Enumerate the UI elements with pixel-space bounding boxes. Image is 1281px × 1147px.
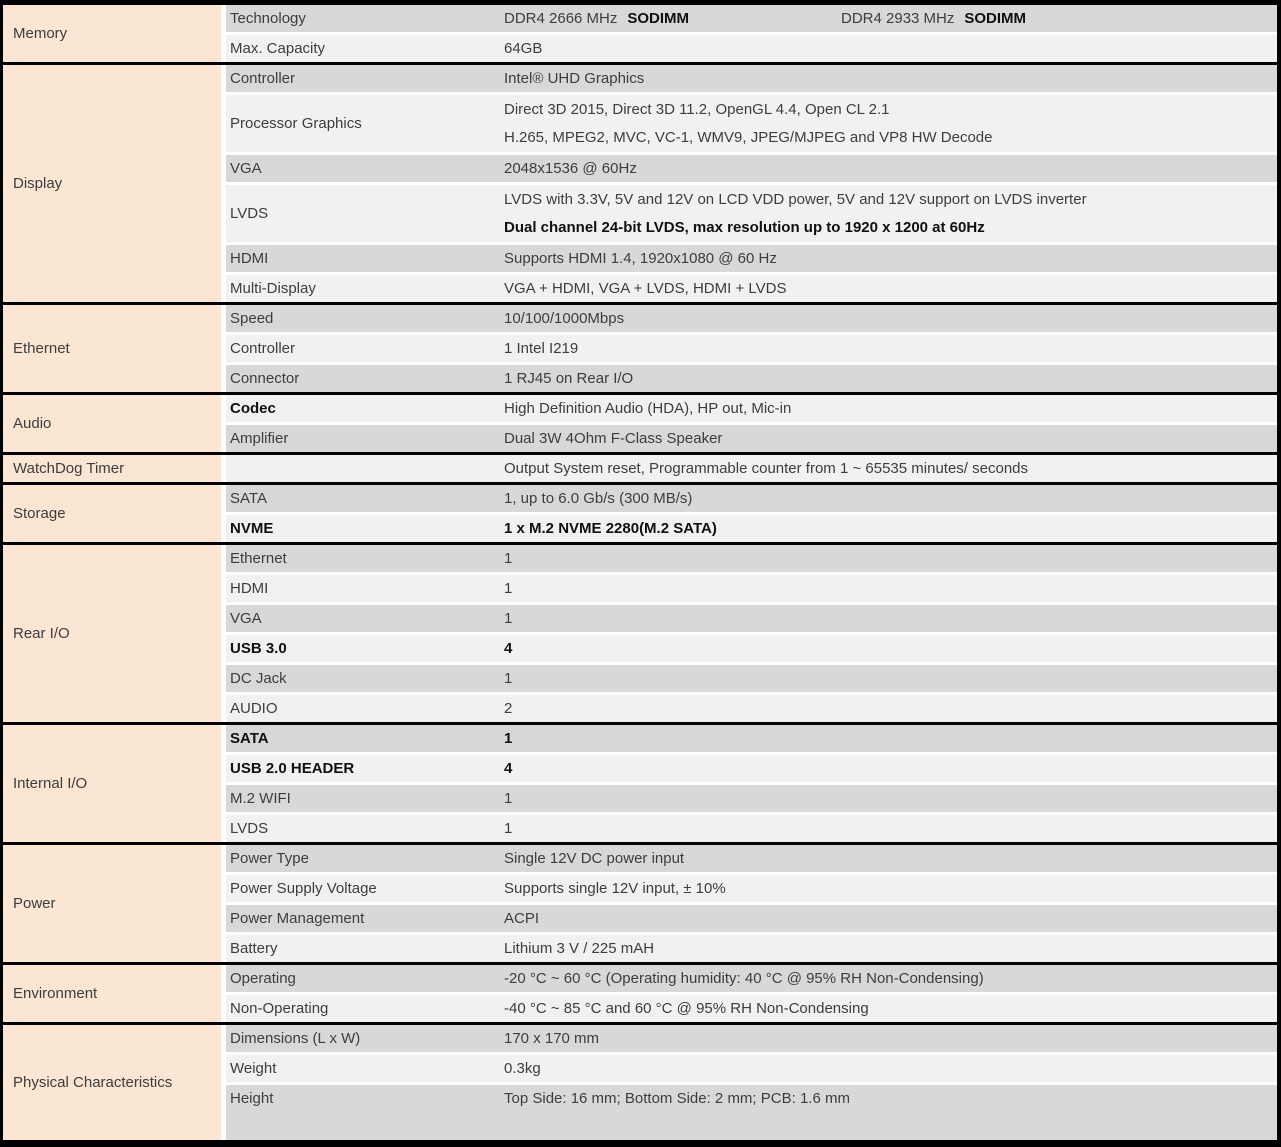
spec-label: Multi-Display bbox=[230, 280, 316, 297]
spec-value: 4 bbox=[504, 640, 513, 657]
spec-label: DC Jack bbox=[230, 670, 287, 687]
spec-label: Max. Capacity bbox=[230, 40, 326, 57]
spec-row bbox=[226, 65, 1277, 92]
spec-label: NVME bbox=[230, 520, 274, 537]
category-cell-environment: Environment bbox=[3, 965, 221, 1022]
spec-label: VGA bbox=[230, 160, 262, 177]
spec-label: LVDS bbox=[230, 205, 269, 222]
category-cell-internal-io: Internal I/O bbox=[3, 725, 221, 842]
section-environment bbox=[3, 962, 1277, 1022]
spec-value: 1 bbox=[504, 550, 513, 567]
spec-label: USB 2.0 HEADER bbox=[230, 760, 355, 777]
spec-row bbox=[226, 35, 1277, 62]
spec-row bbox=[226, 605, 1277, 632]
section-rows bbox=[226, 395, 1277, 452]
spec-row bbox=[226, 1085, 1277, 1140]
spec-row bbox=[226, 335, 1277, 362]
spec-value bbox=[504, 96, 1277, 152]
spec-row bbox=[226, 485, 1277, 512]
section-power bbox=[3, 842, 1277, 962]
spec-row bbox=[226, 395, 1277, 422]
category-cell-rear-io: Rear I/O bbox=[3, 545, 221, 722]
spec-value: Top Side: 16 mm; Bottom Side: 2 mm; PCB: 1.6 mm bbox=[504, 1090, 850, 1107]
section-rows bbox=[226, 455, 1277, 482]
spec-label: SATA bbox=[230, 490, 267, 507]
spec-value: Lithium 3 V / 225 mAH bbox=[504, 940, 655, 957]
spec-label: Amplifier bbox=[230, 430, 289, 447]
spec-label: HDMI bbox=[230, 250, 269, 267]
spec-value: 1 bbox=[504, 670, 513, 687]
section-internal-io bbox=[3, 722, 1277, 842]
spec-row bbox=[226, 905, 1277, 932]
memory-speed-2: DDR4 2933 MHz bbox=[841, 10, 955, 27]
section-rows bbox=[226, 965, 1277, 1022]
spec-value: ACPI bbox=[504, 910, 540, 927]
spec-label: Codec bbox=[230, 400, 276, 417]
spec-value: Intel® UHD Graphics bbox=[504, 70, 645, 87]
category-cell-ethernet: Ethernet bbox=[3, 305, 221, 392]
spec-row bbox=[226, 575, 1277, 602]
spec-value: 1 bbox=[504, 820, 513, 837]
category-cell-power: Power bbox=[3, 845, 221, 962]
spec-label: HDMI bbox=[230, 580, 269, 597]
spec-row bbox=[226, 1025, 1277, 1052]
spec-row bbox=[226, 545, 1277, 572]
section-rows bbox=[226, 845, 1277, 962]
spec-row bbox=[226, 425, 1277, 452]
category-cell-storage: Storage bbox=[3, 485, 221, 542]
spec-row bbox=[226, 665, 1277, 692]
spec-value: 1, up to 6.0 Gb/s (300 MB/s) bbox=[504, 490, 693, 507]
spec-value: -20 °C ~ 60 °C (Operating humidity: 40 °C @ 95% RH Non-Condensing) bbox=[504, 970, 984, 987]
spec-row bbox=[226, 185, 1277, 242]
spec-label: Non-Operating bbox=[230, 1000, 329, 1017]
spec-row bbox=[226, 275, 1277, 302]
spec-value: 1 bbox=[504, 610, 513, 627]
section-memory bbox=[3, 5, 1277, 62]
spec-value: Dual 3W 4Ohm F-Class Speaker bbox=[504, 430, 723, 447]
section-rear-io bbox=[3, 542, 1277, 722]
spec-value bbox=[504, 10, 1277, 27]
spec-value: 1 Intel I219 bbox=[504, 340, 579, 357]
section-rows bbox=[226, 545, 1277, 722]
section-storage bbox=[3, 482, 1277, 542]
section-audio bbox=[3, 392, 1277, 452]
spec-value: 1 bbox=[504, 730, 513, 747]
section-rows bbox=[226, 5, 1277, 62]
spec-value: 170 x 170 mm bbox=[504, 1030, 600, 1047]
spec-value: -40 °C ~ 85 °C and 60 °C @ 95% RH Non-Condensing bbox=[504, 1000, 869, 1017]
spec-label: Operating bbox=[230, 970, 296, 987]
spec-row bbox=[226, 725, 1277, 752]
section-rows bbox=[226, 1025, 1277, 1140]
spec-label: Controller bbox=[230, 340, 296, 357]
category-cell-display: Display bbox=[3, 65, 221, 302]
spec-value: 1 bbox=[504, 580, 513, 597]
section-rows bbox=[226, 485, 1277, 542]
spec-value-line: Dual channel 24-bit LVDS, max resolution up to 1920 x 1200 at 60Hz bbox=[504, 218, 985, 236]
spec-value: 1 bbox=[504, 790, 513, 807]
category-cell-watchdog-timer: WatchDog Timer bbox=[3, 455, 221, 482]
section-rows bbox=[226, 725, 1277, 842]
memory-type-2: SODIMM bbox=[964, 10, 1027, 27]
spec-label: Ethernet bbox=[230, 550, 287, 567]
spec-value: Single 12V DC power input bbox=[504, 850, 685, 867]
spec-value: High Definition Audio (HDA), HP out, Mic-in bbox=[504, 400, 792, 417]
spec-value: Supports single 12V input, ± 10% bbox=[504, 880, 726, 897]
spec-value: 0.3kg bbox=[504, 1060, 541, 1077]
spec-label: Power Supply Voltage bbox=[230, 880, 377, 897]
section-ethernet bbox=[3, 302, 1277, 392]
spec-label: Speed bbox=[230, 310, 274, 327]
memory-speed-1: DDR4 2666 MHz bbox=[504, 10, 618, 27]
spec-row bbox=[226, 245, 1277, 272]
spec-value: 10/100/1000Mbps bbox=[504, 310, 625, 327]
spec-row bbox=[226, 935, 1277, 962]
memory-option-2 bbox=[841, 10, 1026, 27]
spec-row bbox=[226, 5, 1277, 32]
category-cell-physical-characteristics: Physical Characteristics bbox=[3, 1025, 221, 1140]
spec-value bbox=[504, 186, 1277, 242]
spec-value: 1 x M.2 NVME 2280(M.2 SATA) bbox=[504, 520, 717, 537]
spec-row bbox=[226, 95, 1277, 152]
spec-label: Weight bbox=[230, 1060, 277, 1077]
spec-value: Supports HDMI 1.4, 1920x1080 @ 60 Hz bbox=[504, 250, 777, 267]
spec-label: Connector bbox=[230, 370, 300, 387]
spec-label: Height bbox=[230, 1090, 274, 1107]
spec-value: 64GB bbox=[504, 40, 543, 57]
spec-label: SATA bbox=[230, 730, 269, 747]
spec-row bbox=[226, 365, 1277, 392]
spec-label: Processor Graphics bbox=[230, 115, 362, 132]
spec-label: Dimensions (L x W) bbox=[230, 1030, 361, 1047]
spec-row bbox=[226, 695, 1277, 722]
category-cell-audio: Audio bbox=[3, 395, 221, 452]
spec-value-line: Direct 3D 2015, Direct 3D 11.2, OpenGL 4.4, Open CL 2.1 bbox=[504, 100, 890, 118]
spec-row bbox=[226, 635, 1277, 662]
spec-label: Technology bbox=[230, 10, 306, 27]
spec-value-line: LVDS with 3.3V, 5V and 12V on LCD VDD power, 5V and 12V support on LVDS inverter bbox=[504, 190, 1087, 208]
section-watchdog-timer bbox=[3, 452, 1277, 482]
spec-value: 4 bbox=[504, 760, 513, 777]
spec-row bbox=[226, 845, 1277, 872]
spec-row bbox=[226, 755, 1277, 782]
spec-label: Controller bbox=[230, 70, 296, 87]
spec-value: 1 RJ45 on Rear I/O bbox=[504, 370, 634, 387]
section-rows bbox=[226, 305, 1277, 392]
spec-label: Battery bbox=[230, 940, 278, 957]
spec-row bbox=[226, 785, 1277, 812]
section-physical-characteristics bbox=[3, 1022, 1277, 1140]
spec-label: VGA bbox=[230, 610, 262, 627]
spec-row bbox=[226, 875, 1277, 902]
spec-label: Power Management bbox=[230, 910, 365, 927]
category-cell-memory: Memory bbox=[3, 5, 221, 62]
spec-value: Output System reset, Programmable counter from 1 ~ 65535 minutes/ seconds bbox=[504, 460, 1029, 477]
memory-option-1 bbox=[504, 10, 841, 27]
spec-row bbox=[226, 305, 1277, 332]
spec-row bbox=[226, 965, 1277, 992]
spec-label: AUDIO bbox=[230, 700, 278, 717]
spec-label: USB 3.0 bbox=[230, 640, 287, 657]
spec-label: LVDS bbox=[230, 820, 269, 837]
memory-type-1: SODIMM bbox=[627, 10, 690, 27]
spec-row bbox=[226, 155, 1277, 182]
spec-row bbox=[226, 815, 1277, 842]
spec-row bbox=[226, 1055, 1277, 1082]
spec-row bbox=[226, 515, 1277, 542]
spec-row bbox=[226, 995, 1277, 1022]
spec-value: 2 bbox=[504, 700, 513, 717]
section-rows bbox=[226, 65, 1277, 302]
spec-value: 2048x1536 @ 60Hz bbox=[504, 160, 637, 177]
spec-label: Power Type bbox=[230, 850, 309, 867]
section-display bbox=[3, 62, 1277, 302]
spec-row bbox=[226, 455, 1277, 482]
spec-label: M.2 WIFI bbox=[230, 790, 291, 807]
spec-value: VGA + HDMI, VGA + LVDS, HDMI + LVDS bbox=[504, 280, 787, 297]
spec-value-line: H.265, MPEG2, MVC, VC-1, WMV9, JPEG/MJPEG and VP8 HW Decode bbox=[504, 128, 993, 146]
